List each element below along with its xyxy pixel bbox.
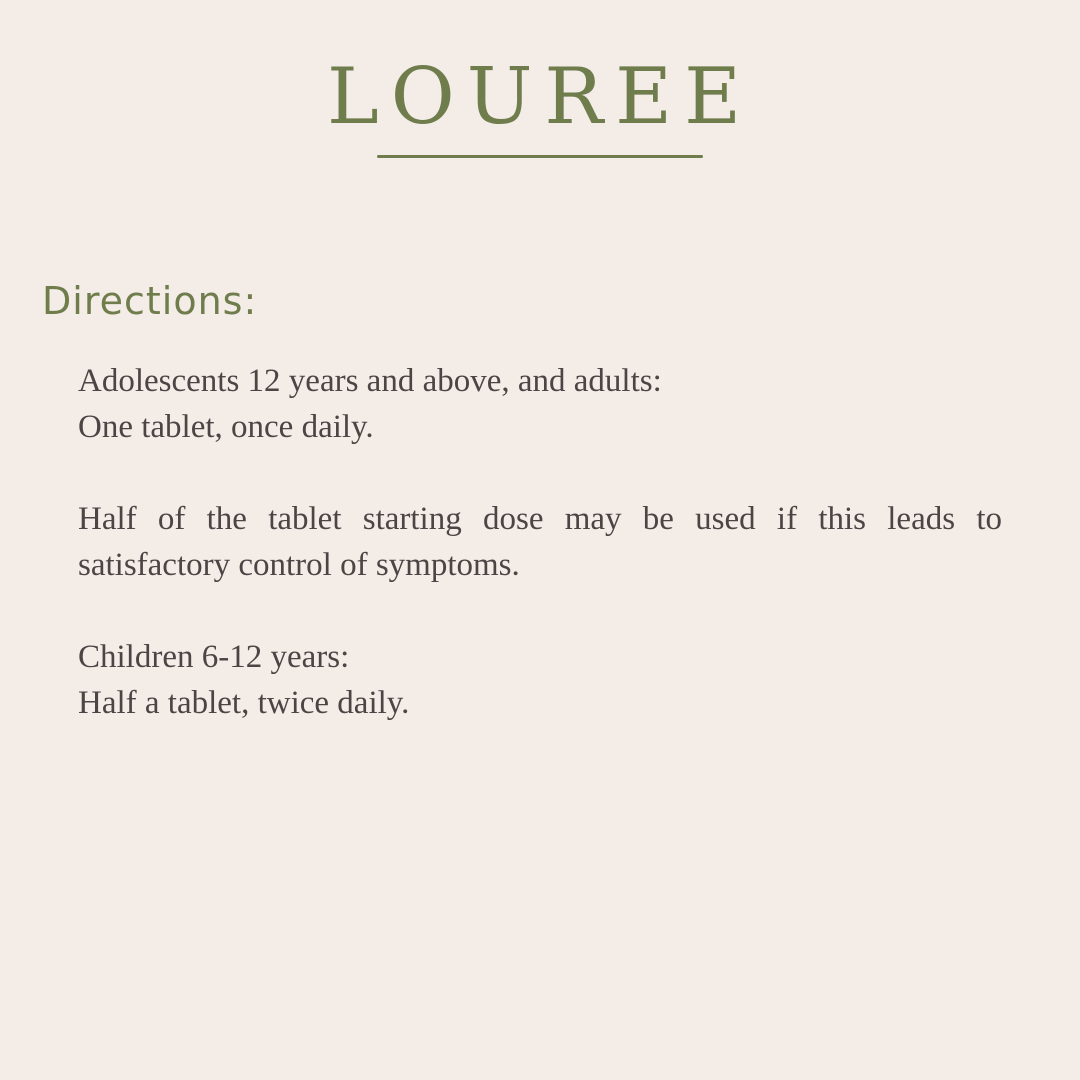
directions-line: Half a tablet, twice daily. xyxy=(78,685,410,721)
directions-paragraph-half-dose xyxy=(78,496,1002,588)
brand-underline xyxy=(377,155,703,158)
directions-line: Half of the tablet starting dose may be used if this leads to xyxy=(78,501,1002,537)
directions-body xyxy=(78,358,1002,772)
directions-paragraph-children xyxy=(78,634,1002,726)
directions-line: Children 6-12 years: xyxy=(78,639,350,675)
directions-line: One tablet, once daily. xyxy=(78,409,374,445)
directions-heading: Directions: xyxy=(42,279,258,323)
directions-line: satisfactory control of symptoms. xyxy=(78,547,520,583)
directions-line: Adolescents 12 years and above, and adults: xyxy=(78,363,662,399)
brand-logo: LOUREE xyxy=(326,52,754,142)
directions-paragraph-adults xyxy=(78,358,1002,450)
